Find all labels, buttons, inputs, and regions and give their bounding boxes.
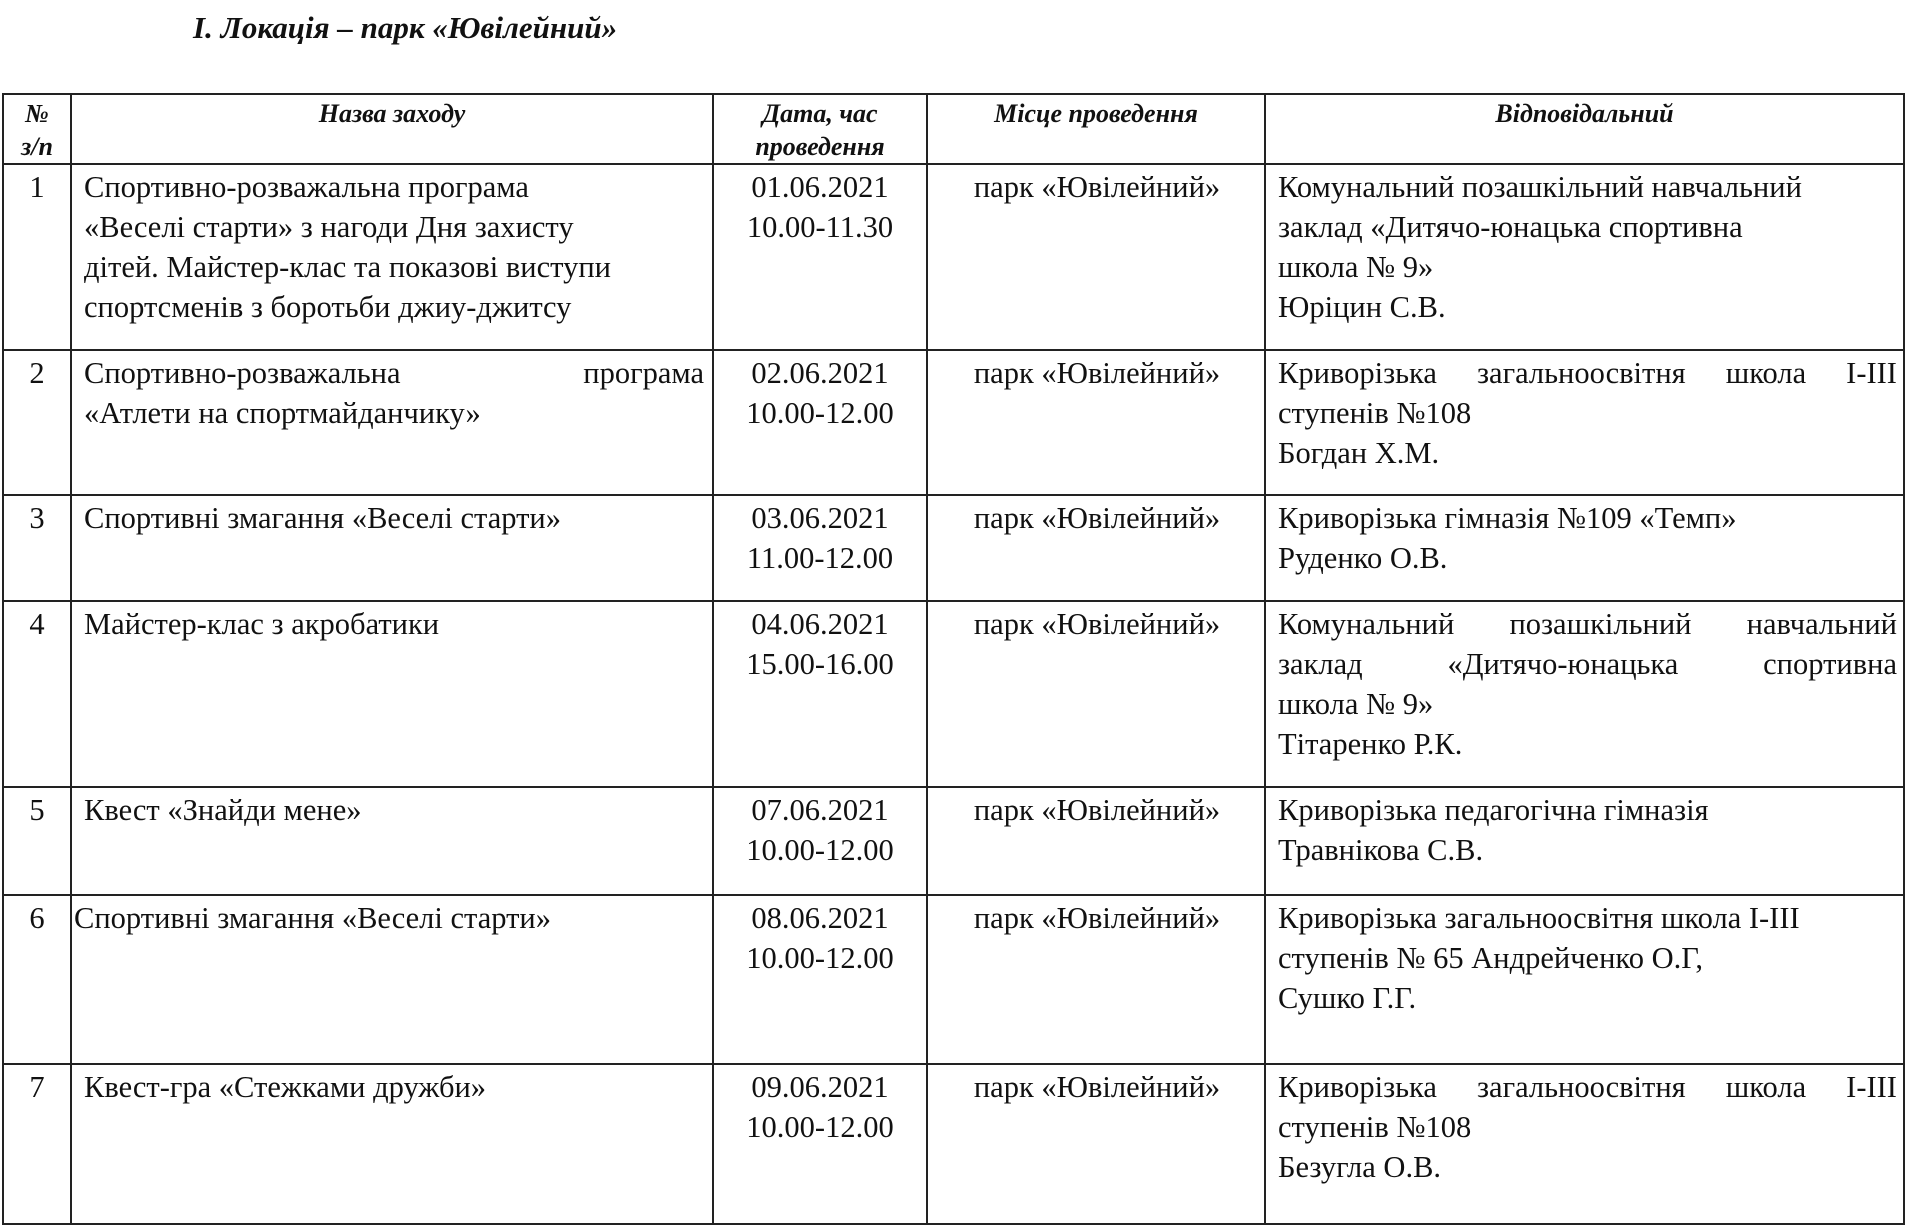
event-date-time xyxy=(713,164,927,350)
table-row xyxy=(3,601,1904,787)
responsible-line: Тітаренко Р.К. xyxy=(1278,727,1463,761)
event-date-time xyxy=(713,787,927,895)
table-header-row xyxy=(3,94,1904,164)
responsible-line: Юріцин С.В. xyxy=(1278,290,1446,324)
word: Криворізька xyxy=(1278,356,1437,390)
event-responsible xyxy=(1265,601,1904,787)
event-responsible xyxy=(1265,495,1904,601)
event-date-time xyxy=(713,1064,927,1224)
event-place-text: парк «Ювілейний» xyxy=(973,793,1221,827)
event-name-line: Майстер-клас з акробатики xyxy=(84,607,440,641)
event-name-line xyxy=(84,353,704,393)
word: І-ІІІ xyxy=(1846,1070,1897,1104)
table-row xyxy=(3,350,1904,495)
event-name-line: спортсменів з боротьби джиу-джитсу xyxy=(84,290,572,324)
table-row xyxy=(3,895,1904,1064)
header-responsible: Відповідальний xyxy=(1265,94,1904,164)
row-number: 5 xyxy=(3,787,71,895)
event-place-text: парк «Ювілейний» xyxy=(973,170,1221,204)
event-responsible xyxy=(1265,164,1904,350)
table-row xyxy=(3,495,1904,601)
responsible-line: Богдан Х.М. xyxy=(1278,436,1440,470)
event-date: 07.06.2021 xyxy=(751,793,889,827)
responsible-line: Безугла О.В. xyxy=(1278,1150,1442,1184)
event-time: 10.00-12.00 xyxy=(746,941,894,975)
word: Спортивно-розважальна xyxy=(84,356,401,390)
responsible-line: Криворізька загальноосвітня школа І-ІІІ xyxy=(1278,901,1800,935)
row-number: 1 xyxy=(3,164,71,350)
row-number: 4 xyxy=(3,601,71,787)
responsible-line xyxy=(1278,353,1897,393)
event-place xyxy=(927,350,1265,495)
responsible-line: Травнікова С.В. xyxy=(1278,833,1484,867)
event-place-text: парк «Ювілейний» xyxy=(973,901,1221,935)
responsible-line xyxy=(1278,644,1897,684)
responsible-line: Сушко Г.Г. xyxy=(1278,981,1417,1015)
word: школа xyxy=(1725,356,1807,390)
event-name xyxy=(71,895,713,1064)
event-name-line: «Атлети на спортмайданчику» xyxy=(84,396,481,430)
word: програма xyxy=(583,356,704,390)
event-place xyxy=(927,787,1265,895)
event-place xyxy=(927,895,1265,1064)
event-date: 02.06.2021 xyxy=(751,356,889,390)
word: школа xyxy=(1725,1070,1807,1104)
events-table xyxy=(2,93,1905,1225)
table-row xyxy=(3,787,1904,895)
event-name xyxy=(71,601,713,787)
event-name-line: дітей. Майстер-клас та показові виступи xyxy=(84,250,611,284)
event-name-line: Квест «Знайди мене» xyxy=(84,793,362,827)
event-place xyxy=(927,1064,1265,1224)
event-responsible xyxy=(1265,787,1904,895)
event-time: 11.00-12.00 xyxy=(746,541,894,575)
event-date: 08.06.2021 xyxy=(751,901,889,935)
responsible-line: Комунальний позашкільний навчальний xyxy=(1278,170,1802,204)
event-responsible xyxy=(1265,350,1904,495)
event-name-line: Спортивно-розважальна програма xyxy=(84,170,529,204)
word: І-ІІІ xyxy=(1846,356,1897,390)
event-time: 10.00-11.30 xyxy=(746,210,894,244)
word: спортивна xyxy=(1763,647,1897,681)
header-place: Місце проведення xyxy=(927,94,1265,164)
row-number: 7 xyxy=(3,1064,71,1224)
event-date: 01.06.2021 xyxy=(751,170,889,204)
word: заклад xyxy=(1278,647,1363,681)
responsible-line xyxy=(1278,604,1897,644)
word: «Дитячо-юнацька xyxy=(1447,647,1679,681)
event-time: 10.00-12.00 xyxy=(746,1110,894,1144)
header-number xyxy=(3,94,71,164)
word: позашкільний xyxy=(1509,607,1692,641)
event-responsible xyxy=(1265,895,1904,1064)
event-time: 10.00-12.00 xyxy=(746,396,894,430)
row-number: 2 xyxy=(3,350,71,495)
header-event-name: Назва заходу xyxy=(71,94,713,164)
event-name-line: Спортивні змагання «Веселі старти» xyxy=(84,501,562,535)
responsible-line: заклад «Дитячо-юнацька спортивна xyxy=(1278,210,1743,244)
event-name xyxy=(71,1064,713,1224)
event-place-text: парк «Ювілейний» xyxy=(973,356,1221,390)
responsible-line: Руденко О.В. xyxy=(1278,541,1448,575)
event-place-text: парк «Ювілейний» xyxy=(973,607,1221,641)
event-time: 15.00-16.00 xyxy=(746,647,894,681)
event-name xyxy=(71,787,713,895)
responsible-line: школа № 9» xyxy=(1278,250,1434,284)
header-date-line1: Дата, час xyxy=(762,99,878,128)
responsible-line xyxy=(1278,1067,1897,1107)
word: загальноосвітня xyxy=(1476,1070,1686,1104)
header-number-line1: № xyxy=(25,99,49,128)
event-date-time xyxy=(713,601,927,787)
header-date-line2: проведення xyxy=(755,132,885,161)
event-date-time xyxy=(713,350,927,495)
event-place-text: парк «Ювілейний» xyxy=(973,1070,1221,1104)
event-place xyxy=(927,601,1265,787)
table-row xyxy=(3,164,1904,350)
responsible-line: ступенів №108 xyxy=(1278,1110,1472,1144)
event-date: 09.06.2021 xyxy=(751,1070,889,1104)
event-name xyxy=(71,350,713,495)
event-place xyxy=(927,495,1265,601)
word: Комунальний xyxy=(1278,607,1455,641)
event-date-time xyxy=(713,895,927,1064)
event-place xyxy=(927,164,1265,350)
responsible-line: ступенів №108 xyxy=(1278,396,1472,430)
event-date: 04.06.2021 xyxy=(751,607,889,641)
event-responsible xyxy=(1265,1064,1904,1224)
event-name xyxy=(71,495,713,601)
event-name-line: «Веселі старти» з нагоди Дня захисту xyxy=(84,210,574,244)
responsible-line: Криворізька гімназія №109 «Темп» xyxy=(1278,501,1737,535)
event-name xyxy=(71,164,713,350)
event-time: 10.00-12.00 xyxy=(746,833,894,867)
word: Криворізька xyxy=(1278,1070,1437,1104)
event-date: 03.06.2021 xyxy=(751,501,889,535)
word: навчальний xyxy=(1746,607,1897,641)
event-place-text: парк «Ювілейний» xyxy=(973,501,1221,535)
section-title: І. Локація – парк «Ювілейний» xyxy=(193,10,618,45)
responsible-line: школа № 9» xyxy=(1278,687,1434,721)
responsible-line: Криворізька педагогічна гімназія xyxy=(1278,793,1709,827)
header-date xyxy=(713,94,927,164)
word: загальноосвітня xyxy=(1476,356,1686,390)
event-date-time xyxy=(713,495,927,601)
row-number: 6 xyxy=(3,895,71,1064)
row-number: 3 xyxy=(3,495,71,601)
responsible-line: ступенів № 65 Андрейченко О.Г, xyxy=(1278,941,1704,975)
event-name-line: Спортивні змагання «Веселі старти» xyxy=(74,901,552,935)
event-name-line: Квест-гра «Стежками дружби» xyxy=(84,1070,487,1104)
header-number-line2: з/п xyxy=(21,132,53,161)
table-row xyxy=(3,1064,1904,1224)
